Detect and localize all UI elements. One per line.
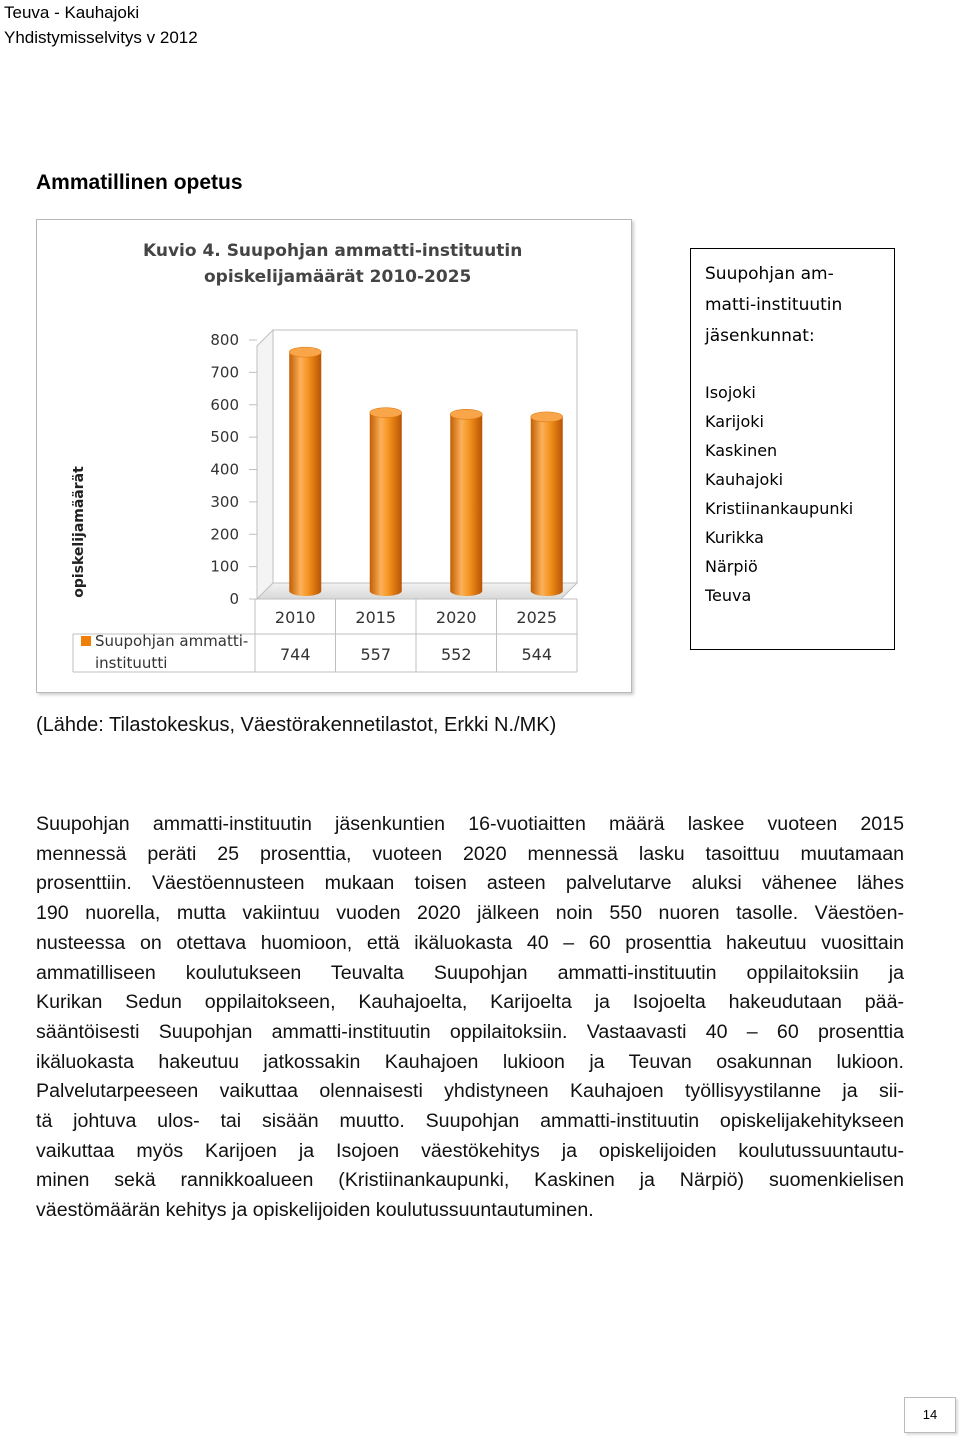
section-title: Ammatillinen opetus	[36, 171, 243, 194]
body-line: ammatilliseen koulutukseen Teuvalta Suupohjan ammatti-instituutin oppilaitoksiin ja	[36, 961, 904, 984]
chart-frame	[36, 219, 632, 693]
legend-label-line-2: instituutti	[95, 654, 168, 672]
y-tick-label: 800	[210, 331, 239, 349]
member-item: Teuva	[705, 586, 752, 605]
bar-chart	[37, 220, 631, 692]
value-label: 557	[360, 645, 392, 664]
body-line: prosenttiin. Väestöennusteen mukaan toisen asteen palvelutarve aluksi vähenee lähes	[36, 872, 904, 895]
body-line: minen sekä rannikkoalueen (Kristiinankaupunki, Kaskinen ja Närpiö) suomenkielisen	[36, 1169, 904, 1192]
source-note: (Lähde: Tilastokeskus, Väestörakennetilastot, Erkki N./MK)	[36, 714, 557, 736]
members-box	[690, 248, 895, 650]
member-item: Isojoki	[705, 383, 756, 402]
chart-side-wall	[257, 330, 273, 599]
legend-swatch	[81, 636, 91, 646]
body-line: Kurikan Sedun oppilaitokseen, Kauhajoelta, Karijoelta ja Isojoelta hakeudutaan pää-	[36, 991, 904, 1014]
body-line: vaikuttaa myös Karijoen ja Isojoen väestökehitys ja opiskelijoiden koulutussuuntautu-	[36, 1139, 904, 1162]
category-label: 2025	[516, 608, 558, 627]
page-number: 14	[904, 1397, 956, 1433]
chart-title-line-2: opiskelijamäärät 2010-2025	[204, 267, 472, 287]
document-header	[4, 0, 198, 50]
legend-label-line-1: Suupohjan ammatti-	[95, 632, 249, 650]
bar-top-2010	[289, 347, 321, 357]
member-item: Kauhajoki	[705, 470, 784, 489]
chart-title-line-1: Kuvio 4. Suupohjan ammatti-instituutin	[143, 241, 523, 261]
bar-2025	[531, 417, 563, 596]
member-item: Närpiö	[705, 557, 758, 576]
y-tick-label: 0	[229, 590, 239, 608]
y-tick-label: 500	[210, 428, 239, 447]
member-item: Kurikka	[705, 528, 764, 547]
y-tick-label: 700	[210, 363, 239, 382]
bar-top-2025	[531, 412, 563, 422]
member-item: Kaskinen	[705, 441, 778, 460]
member-item: Kristiinankaupunki	[705, 499, 854, 518]
y-tick-label: 300	[210, 492, 239, 511]
header-line-2: Yhdistymisselvitys v 2012	[4, 28, 198, 47]
bar-2015	[370, 413, 402, 596]
body-line: ikäluokasta hakeutuu jatkossakin Kauhajoen lukioon ja Teuvan osakunnan lukioon.	[36, 1050, 904, 1073]
y-tick-label: 600	[210, 395, 239, 414]
bar-2020	[450, 414, 482, 596]
y-tick-label: 200	[210, 525, 239, 544]
body-line: mennessä peräti 25 prosenttia, vuoteen 2020 mennessä lasku tasoittuu muutamaan	[36, 842, 904, 865]
value-label: 544	[521, 645, 553, 664]
members-list	[705, 378, 894, 610]
body-line: Suupohjan ammatti-instituutin jäsenkuntien 16-vuotiaitten määrä laskee vuoteen 2015	[36, 813, 904, 835]
y-axis-label: opiskelijamäärät	[71, 466, 87, 598]
body-paragraph	[36, 810, 904, 1226]
category-label: 2010	[274, 608, 316, 627]
body-line: 190 nuorella, mutta vakiintuu vuoden 2020 jälkeen noin 550 nuoren tasolle. Väestöen-	[36, 902, 904, 925]
body-line: sääntöisesti Suupohjan ammatti-instituutin oppilaitoksiin. Vastaavasti 40 – 60 prosenttia	[36, 1020, 904, 1043]
bar-2010	[289, 352, 321, 596]
bar-top-2015	[370, 408, 402, 418]
value-label: 744	[279, 645, 311, 664]
bar-top-2020	[450, 409, 482, 419]
header-line-1: Teuva - Kauhajoki	[4, 3, 140, 22]
body-line: Palvelutarpeeseen vaikuttaa olennaisesti yhdistyneen Kauhajoen työllisyystilanne ja sii-	[36, 1080, 904, 1103]
y-tick-label: 400	[210, 460, 239, 479]
y-tick-label: 100	[210, 557, 239, 576]
body-line: nusteessa on otettava huomioon, että ikäluokasta 40 – 60 prosenttia hakeutuu vuosittain	[36, 931, 904, 954]
member-item: Karijoki	[705, 412, 764, 431]
members-title: Suupohjan am- matti-instituutin jäsenkunnat:	[705, 264, 843, 346]
body-line: tä johtuva ulos- tai sisään muutto. Suupohjan ammatti-instituutin opiskelijakehitykseen	[36, 1110, 904, 1133]
body-line: väestömäärän kehitys ja opiskelijoiden koulutussuuntautuminen.	[36, 1199, 594, 1222]
value-label: 552	[440, 645, 472, 664]
category-label: 2020	[435, 608, 477, 627]
category-label: 2015	[355, 608, 397, 627]
